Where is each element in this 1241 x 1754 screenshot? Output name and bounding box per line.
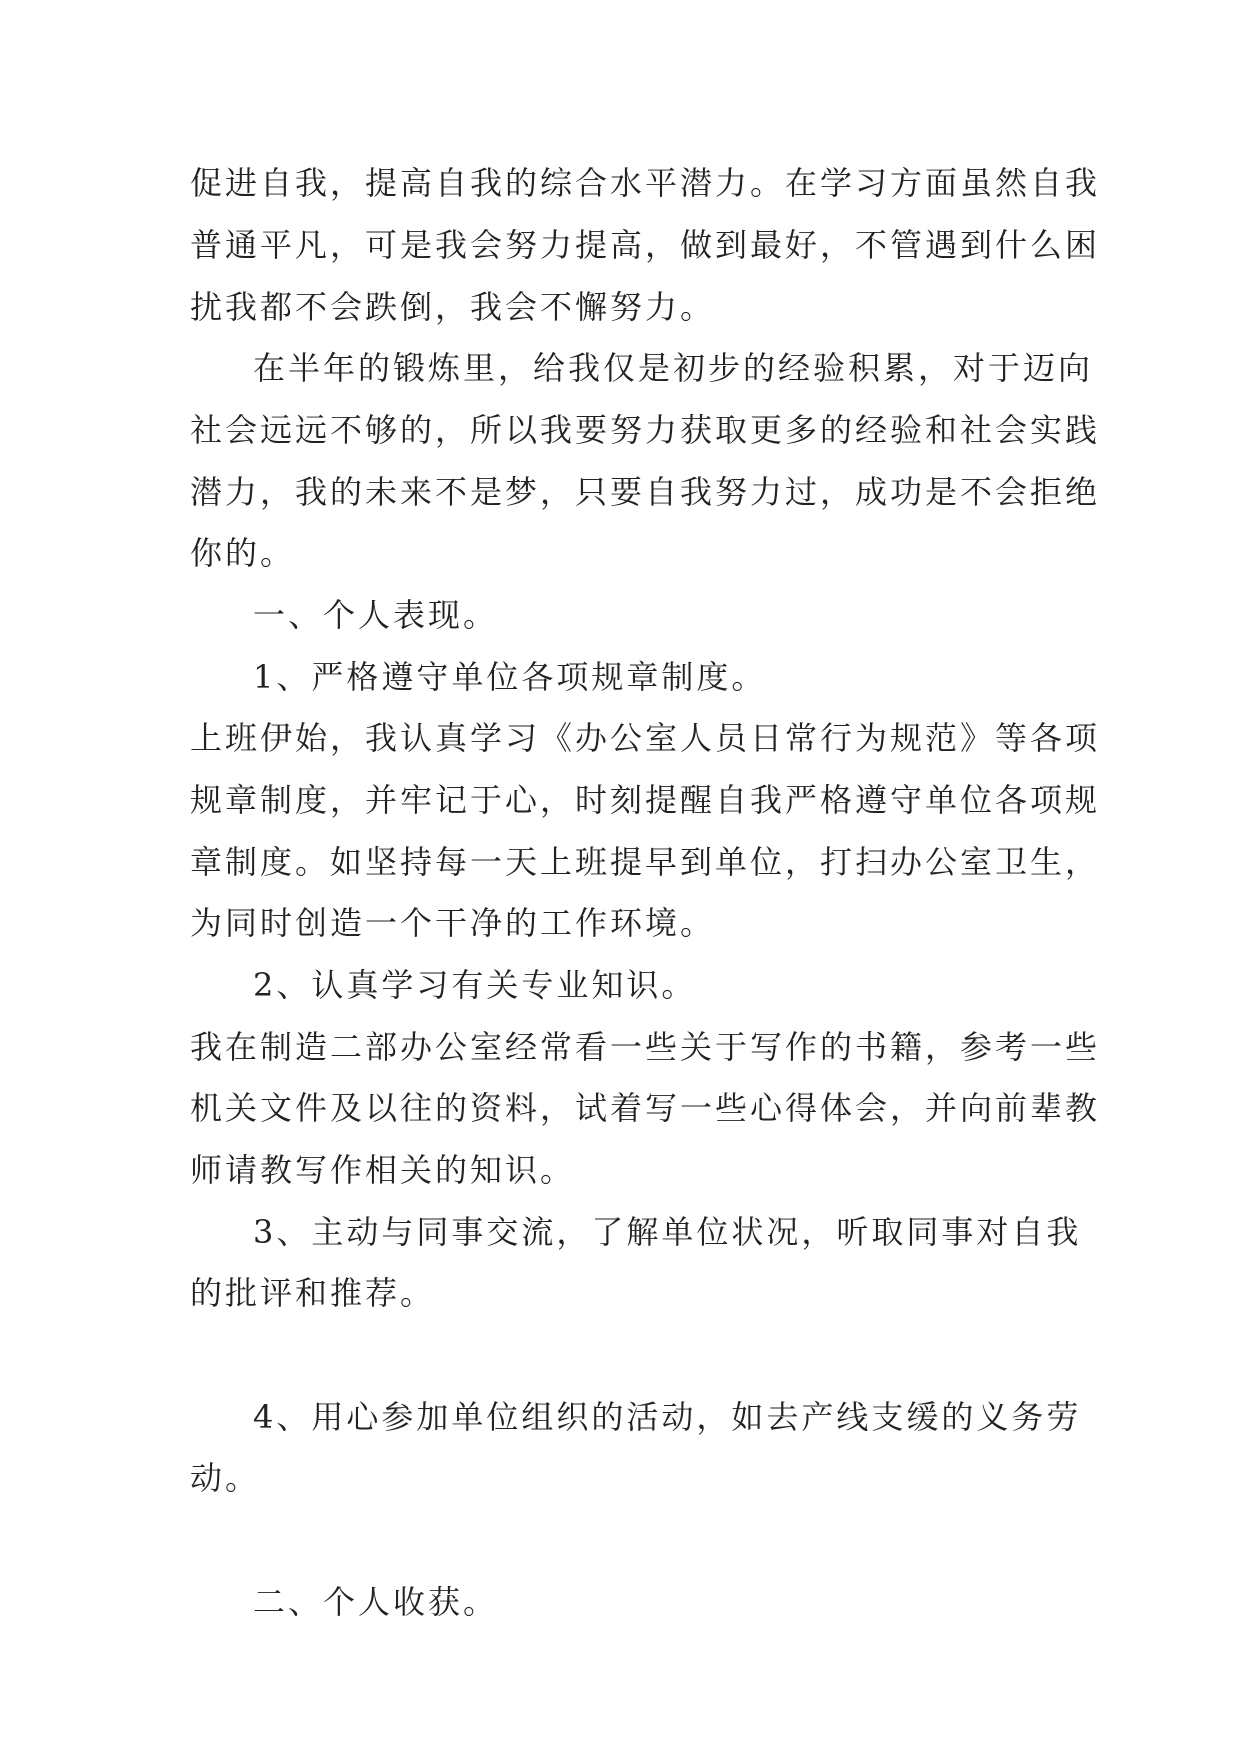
paragraph-line: 促进自我，提高自我的综合水平潜力。在学习方面虽然自我 bbox=[190, 164, 1101, 202]
paragraph-line: 机关文件及以往的资料，试着写一些心得体会，并向前辈教 bbox=[190, 1089, 1101, 1127]
paragraph-line: 动。 bbox=[190, 1459, 261, 1497]
subsection-heading: 4、用心参加单位组织的活动，如去产线支缓的义务劳 bbox=[253, 1398, 1082, 1436]
paragraph-line: 潜力，我的未来不是梦，只要自我努力过，成功是不会拒绝 bbox=[190, 473, 1101, 511]
section-heading: 一、个人表现。 bbox=[253, 596, 499, 634]
section-heading: 二、个人收获。 bbox=[253, 1583, 499, 1621]
paragraph-line: 规章制度，并牢记于心，时刻提醒自我严格遵守单位各项规 bbox=[190, 781, 1101, 819]
paragraph-line: 在半年的锻炼里，给我仅是初步的经验积累，对于迈向 bbox=[253, 349, 1094, 387]
subsection-heading: 1、严格遵守单位各项规章制度。 bbox=[253, 658, 767, 696]
paragraph-line: 扰我都不会跌倒，我会不懈努力。 bbox=[190, 288, 716, 326]
paragraph-line: 你的。 bbox=[190, 534, 296, 572]
subsection-heading: 2、认真学习有关专业知识。 bbox=[253, 966, 697, 1004]
subsection-heading: 3、主动与同事交流，了解单位状况，听取同事对自我 bbox=[253, 1213, 1082, 1251]
paragraph-line: 普通平凡，可是我会努力提高，做到最好，不管遇到什么困 bbox=[190, 226, 1101, 264]
paragraph-line: 的批评和推荐。 bbox=[190, 1274, 436, 1312]
paragraph-line: 我在制造二部办公室经常看一些关于写作的书籍，参考一些 bbox=[190, 1028, 1101, 1066]
paragraph-line: 师请教写作相关的知识。 bbox=[190, 1151, 576, 1189]
paragraph-line: 为同时创造一个干净的工作环境。 bbox=[190, 904, 716, 942]
paragraph-line: 上班伊始，我认真学习《办公室人员日常行为规范》等各项 bbox=[190, 719, 1101, 757]
paragraph-line: 社会远远不够的，所以我要努力获取更多的经验和社会实践 bbox=[190, 411, 1101, 449]
paragraph-line: 章制度。如坚持每一天上班提早到单位，打扫办公室卫生， bbox=[190, 843, 1101, 881]
